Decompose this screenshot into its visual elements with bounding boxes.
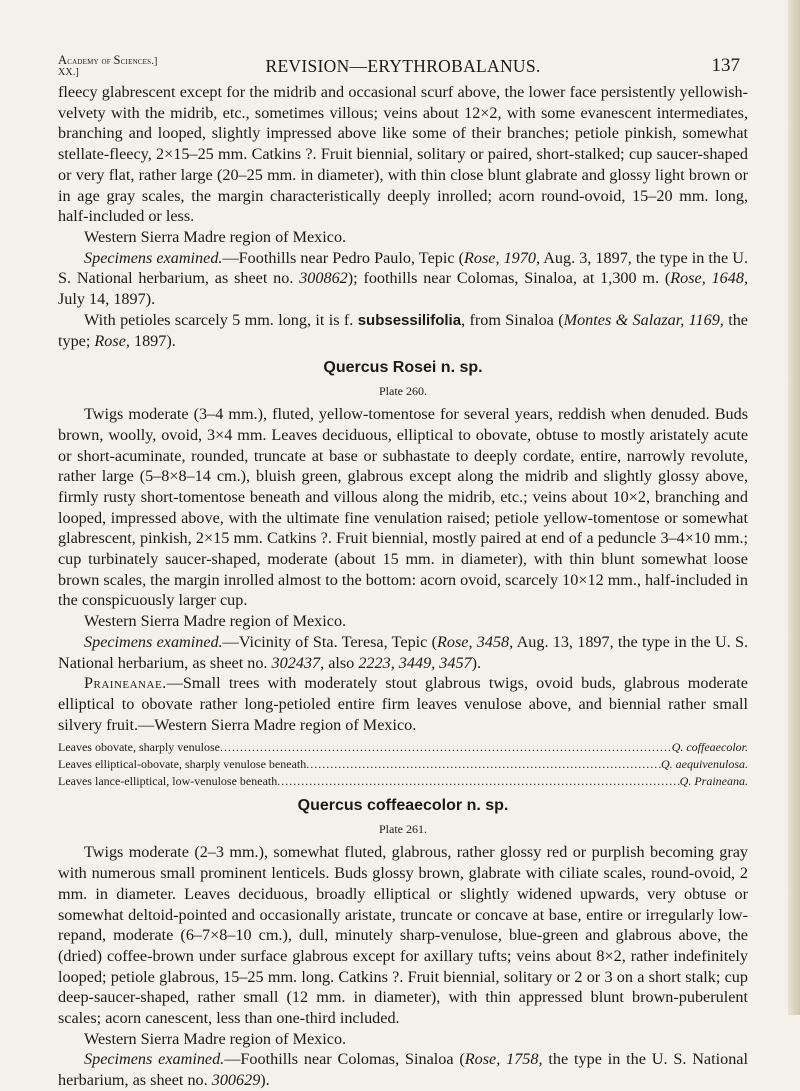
text-run: ).: [471, 653, 482, 672]
paragraph-region: Western Sierra Madre region of Mexico.: [84, 227, 347, 246]
key-result: Q. aequivenulosa.: [661, 757, 748, 772]
species-heading-coffeaecolor: Quercus coffeaecolor n. sp.: [297, 797, 509, 815]
italic-run: Rose, 1970,: [464, 248, 541, 267]
group-label: Praineanae.: [84, 674, 167, 693]
running-title: REVISION—ERYTHROBALANUS.: [265, 56, 541, 76]
body-text: [58, 82, 748, 1091]
text-run: With petioles scarcely 5 mm. long, it is f.: [84, 310, 358, 329]
key-lead: Leaves elliptical-obovate, sharply venulose beneath: [58, 757, 307, 772]
key-row: [58, 739, 748, 756]
italic-run: Rose,: [94, 332, 130, 351]
page-number: 137: [711, 55, 740, 76]
running-left-initial: A: [58, 53, 68, 67]
running-left-initial2: S: [113, 53, 121, 67]
plate-reference-260: Plate 260.: [379, 384, 427, 399]
text-run: Aug. 13, 1897, the type in the U. S. National herbarium, as sheet no.: [58, 632, 748, 672]
text-run: 1897).: [129, 332, 176, 351]
key-leader-dots: [220, 739, 672, 756]
paragraph-coffeaecolor-specimens: [58, 1049, 748, 1090]
italic-run: 302437,: [271, 653, 325, 672]
text-run: —Foothills near Pedro Paulo, Tepic (: [222, 248, 464, 267]
paragraph-description-continued: fleecy glabrescent except for the midrib and occasional scurf above, the lower face persistently yellowish-velvety with the midrib, etc., sometimes villous; veins about 12×2, with some evanescent intermediates, branching and looped, slightly impressed above like some of their branches; petiole pinkish, somewhat stellate-fleecy, 2×15–25 mm. Catkins ?. Fruit biennial, solitary or paired, short-stalked; cup saucer-shaped or very flat, rather large (20–25 mm. in diameter), with thin close blunt glabrate and glossy light brown or in age gray scales, the margin characteristically deeply inrolled; acorn round-ovoid, 15–20 mm. long, half-included or less.: [58, 83, 748, 226]
text-run: the type in the U. S. National herbarium, as sheet no.: [58, 1050, 748, 1090]
running-left-word1: cademy of: [67, 56, 114, 67]
key-lead: Leaves obovate, sharply venulose: [58, 740, 220, 755]
italic-run: 300862: [299, 269, 348, 288]
forma-name: subsessilifolia: [357, 311, 462, 329]
specimens-label: Specimens examined.: [84, 632, 223, 651]
paragraph-specimens: [58, 248, 748, 310]
text-run: also: [324, 653, 359, 672]
running-header: [58, 50, 748, 86]
paragraph-coffeaecolor-region: Western Sierra Madre region of Mexico.: [84, 1029, 347, 1048]
text-run: Aug. 3, 1897, the type in the U. S. National herbarium, as sheet no.: [58, 248, 748, 288]
text-run: July 14, 1897).: [58, 290, 156, 309]
text-run: ).: [260, 1071, 270, 1090]
italic-run: Rose, 1648,: [670, 269, 748, 288]
paragraph-coffeaecolor-description: Twigs moderate (2–3 mm.), somewhat fluted, glabrous, rather glossy red or purplish becoming gray with numerous small prominent lenticels. Buds glossy brown, glabrate with ciliate scales, round-ovoid, 2 mm. in diameter. Leaves deciduous, broadly elliptical or slightly widened upwards, very obtuse or somewhat deltoid-pointed and occasionally aristate, truncate or concave at base, entire or irregularly low-repand, moderate (6–7×8–10 cm.), dull, minutely sharp-venulose, blue-green and glabrous above, the (dried) coffee-brown under surface glabrous except for axillary tufts; veins about 8×2, rather indefinitely looped; petiole glabrous, 15–25 mm. long. Catkins ?. Fruit biennial, solitary or 2 or 3 on a short stalk; cup deep-saucer-shaped, rather small (12 mm. in diameter), with thin appressed blunt brown-puberulent scales; acorn canescent, less than one-third included.: [58, 843, 748, 1028]
italic-run: Montes & Salazar, 1169,: [563, 310, 724, 329]
paragraph-forma: [58, 310, 748, 352]
text-run: —Foothills near Colomas, Sinaloa (: [224, 1050, 465, 1069]
text-run: , from Sinaloa (: [461, 310, 564, 329]
italic-run: 300629: [211, 1071, 261, 1090]
page-edge: [788, 0, 800, 1015]
text-run: —Small trees with moderately stout glabrous twigs, ovoid buds, glabrous moderate elliptical to obovate rather long-petioled entire firm leaves venulose above, and biennial rather small silvery fruit.—Western Sierra Madre region of Mexico.: [58, 674, 748, 734]
paragraph-rosei-specimens: [58, 632, 748, 673]
paragraph-rosei-description: Twigs moderate (3–4 mm.), fluted, yellow-tomentose for several years, reddish when denuded. Buds brown, woolly, ovoid, 3×4 mm. Leaves deciduous, elliptical to obovate, obtuse to mostly aristately acute or short-acuminate, rounded, truncate at base or subhastate to deeply cordate, entire, narrowly revolute, rather large (5–8×8–14 cm.), bluish green, glabrous except along the midrib and slightly glossy above, firmly rusty short-tomentose beneath and villous along the midrib, etc.; veins about 10×2, branching and looped, impressed above, with the ultimate fine venulation raised; petiole yellow-tomentose or somewhat glabrescent, pinkish, 2×15 mm. Catkins ?. Fruit biennial, mostly paired at end of a peduncle 3–4×10 mm.; cup turbinately saucer-shaped, moderate (about 15 mm. in diameter), with thin blunt somewhat loose brown scales, the margin inrolled almost to the bottom: acorn ovoid, scarcely 10×12 mm., half-included in the conspicuously larger cup.: [58, 405, 748, 610]
italic-run: 2223, 3449, 3457: [358, 653, 472, 672]
italic-run: Rose, 3458,: [437, 632, 514, 651]
text-run: ); foothills near Colomas, Sinaloa, at 1,300 m. (: [347, 269, 671, 288]
key-row: [58, 756, 748, 773]
key-result: Q. coffeaecolor.: [671, 740, 748, 755]
key-lead: Leaves lance-elliptical, low-venulose beneath: [58, 774, 278, 789]
key-leader-dots: [306, 756, 661, 773]
plate-reference-261: Plate 261.: [379, 822, 427, 837]
key-leader-dots: [277, 773, 679, 790]
paragraph-praineanae: [58, 673, 748, 735]
running-left-volume: XX.]: [58, 67, 80, 78]
specimens-label: Specimens examined.: [84, 248, 223, 267]
species-heading-rosei: Quercus Rosei n. sp.: [323, 359, 483, 377]
key-result: Q. Praineana.: [679, 774, 748, 789]
specimens-label: Specimens examined.: [84, 1050, 225, 1069]
italic-run: Rose, 1758,: [464, 1050, 543, 1069]
text-run: the type;: [58, 310, 748, 351]
running-left-word2: ciences.]: [120, 56, 158, 67]
species-key: [58, 739, 748, 790]
paragraph-rosei-region: Western Sierra Madre region of Mexico.: [84, 612, 347, 631]
key-row: [58, 773, 748, 790]
text-run: —Vicinity of Sta. Teresa, Tepic (: [222, 632, 437, 651]
